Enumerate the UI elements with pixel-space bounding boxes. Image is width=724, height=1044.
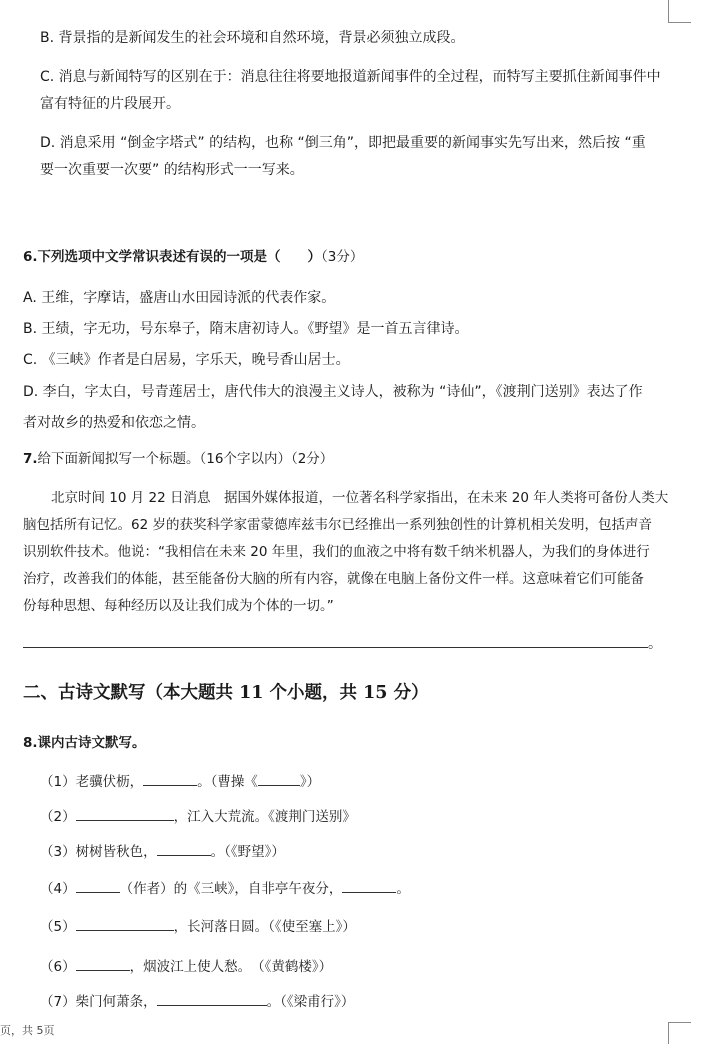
q8-item-4-number: （4） (40, 881, 76, 897)
q8-item-4-end: 。 (396, 881, 410, 897)
answer-line-q7[interactable] (23, 647, 648, 648)
blank-1a[interactable] (143, 773, 197, 786)
q6-option-c: C. 《三峡》作者是白居易，字乐天，晚号香山居士。 (23, 352, 350, 368)
corner-mark-bottom-right (668, 1022, 691, 1044)
page-footer: 页，共 5页 (0, 1024, 55, 1037)
blank-4a[interactable] (76, 880, 120, 893)
news-passage-line-3: 识别软件技术。他说：“我相信在未来 20 年里，我们的血液之中将有数千纳米机器人，为我们的身体进行 (23, 544, 650, 560)
q8-item-3-number: （3） (40, 844, 76, 860)
q8-item-6-text: ，烟波江上使人愁。 （《黄鹤楼》） (129, 959, 333, 975)
q8-item-2-text: ，江入大荒流。《渡荆门送别》 (173, 809, 356, 825)
question-6-score: （3分） (321, 249, 364, 265)
q8-item-2-number: （2） (40, 809, 76, 825)
q8-item-3 (40, 840, 285, 860)
q8-item-6 (40, 955, 332, 975)
answer-line-period: 。 (648, 636, 662, 652)
q6-option-b: B. 王绩，字无功，号东皋子，隋末唐初诗人。《野望》是一首五言律诗。 (23, 321, 469, 337)
q8-item-3-source: 。（《野望》） (210, 844, 285, 860)
question-7-number: 7. (23, 451, 38, 467)
question-7-title (23, 447, 333, 467)
question-8-title: 8.课内古诗文默写。 (23, 735, 146, 751)
q5-option-d-line2: 要一次重要一次要” 的结构形式一一写来。 (40, 162, 304, 178)
q5-option-c-line2: 富有特征的片段展开。 (40, 96, 180, 112)
blank-1b[interactable] (258, 773, 300, 786)
news-passage-line-4: 治疗，改善我们的体能，甚至能备份大脑的所有内容，就像在电脑上备份文件一样。这意味着它们可能备 (23, 571, 644, 587)
q8-item-1-source: 。（曹操《 (197, 774, 258, 790)
q8-item-1 (40, 770, 320, 790)
news-passage-line-5: 份每种思想、每种经历以及让我们成为个体的一切。” (23, 598, 334, 614)
news-passage-line-1: 北京时间 10 月 22 日消息 据国外媒体报道，一位著名科学家指出，在未来 20 年人类将可备份人类大 (51, 490, 669, 506)
q6-option-d-line1: D. 李白，字太白，号青莲居士，唐代伟大的浪漫主义诗人，被称为 “诗仙”，《渡荆门送别》表达了作 (23, 384, 643, 400)
q8-item-4-text: （作者）的《三峡》，自非亭午夜分， (119, 881, 343, 897)
q6-option-d-line2: 者对故乡的热爱和依恋之情。 (23, 415, 205, 431)
blank-5[interactable] (76, 918, 174, 931)
section-2-heading: 二、古诗文默写（本大题共 11 个小题，共 15 分） (23, 683, 429, 703)
q8-item-4 (40, 877, 410, 897)
q8-item-1-end: 》） (299, 774, 321, 790)
q8-item-1-number: （1） (40, 774, 76, 790)
q8-item-2 (40, 805, 356, 825)
q8-item-5-text: ，长河落日圆。（《使至塞上》） (173, 919, 356, 935)
q6-option-a: A. 王维，字摩诘，盛唐山水田园诗派的代表作家。 (23, 290, 336, 306)
q5-option-c-line1: C. 消息与新闻特写的区别在于：消息往往将要地报道新闻事件的全过程，而特写主要抓住新闻事件中 (40, 69, 661, 85)
blank-6[interactable] (76, 958, 130, 971)
news-passage-line-2: 脑包括所有记忆。62 岁的获奖科学家雷蒙德库兹韦尔已经推出一系列独创性的计算机相关发明，包括声音 (23, 517, 652, 533)
q5-option-d-line1: D. 消息采用 “倒金字塔式” 的结构，也称 “倒三角”，即把最重要的新闻事实先写出来，然后按 “重 (40, 135, 646, 151)
blank-2[interactable] (76, 808, 174, 821)
blank-4b[interactable] (342, 880, 396, 893)
q8-item-3-text: 树树皆秋色， (75, 844, 157, 860)
q8-item-7-text: 柴门何萧条， (75, 994, 157, 1010)
q8-item-6-number: （6） (40, 959, 76, 975)
blank-3[interactable] (157, 843, 211, 856)
question-7-stem: 给下面新闻拟写一个标题。（16个字以内）（2分） (37, 451, 334, 467)
q8-item-7-number: （7） (40, 994, 76, 1010)
q8-item-7-source: 。（《梁甫行》） (266, 994, 355, 1010)
q8-item-7 (40, 990, 354, 1010)
q8-item-5-number: （5） (40, 919, 76, 935)
q8-item-1-text: 老骥伏枥， (75, 774, 144, 790)
question-6-stem: 6.下列选项中文学常识表述有误的一项是（ ） (23, 249, 322, 265)
corner-mark-top-right (668, 0, 691, 23)
question-6-title (23, 245, 363, 265)
q8-item-5 (40, 915, 356, 935)
q5-option-b: B. 背景指的是新闻发生的社会环境和自然环境，背景必须独立成段。 (40, 30, 465, 46)
blank-7[interactable] (157, 993, 267, 1006)
